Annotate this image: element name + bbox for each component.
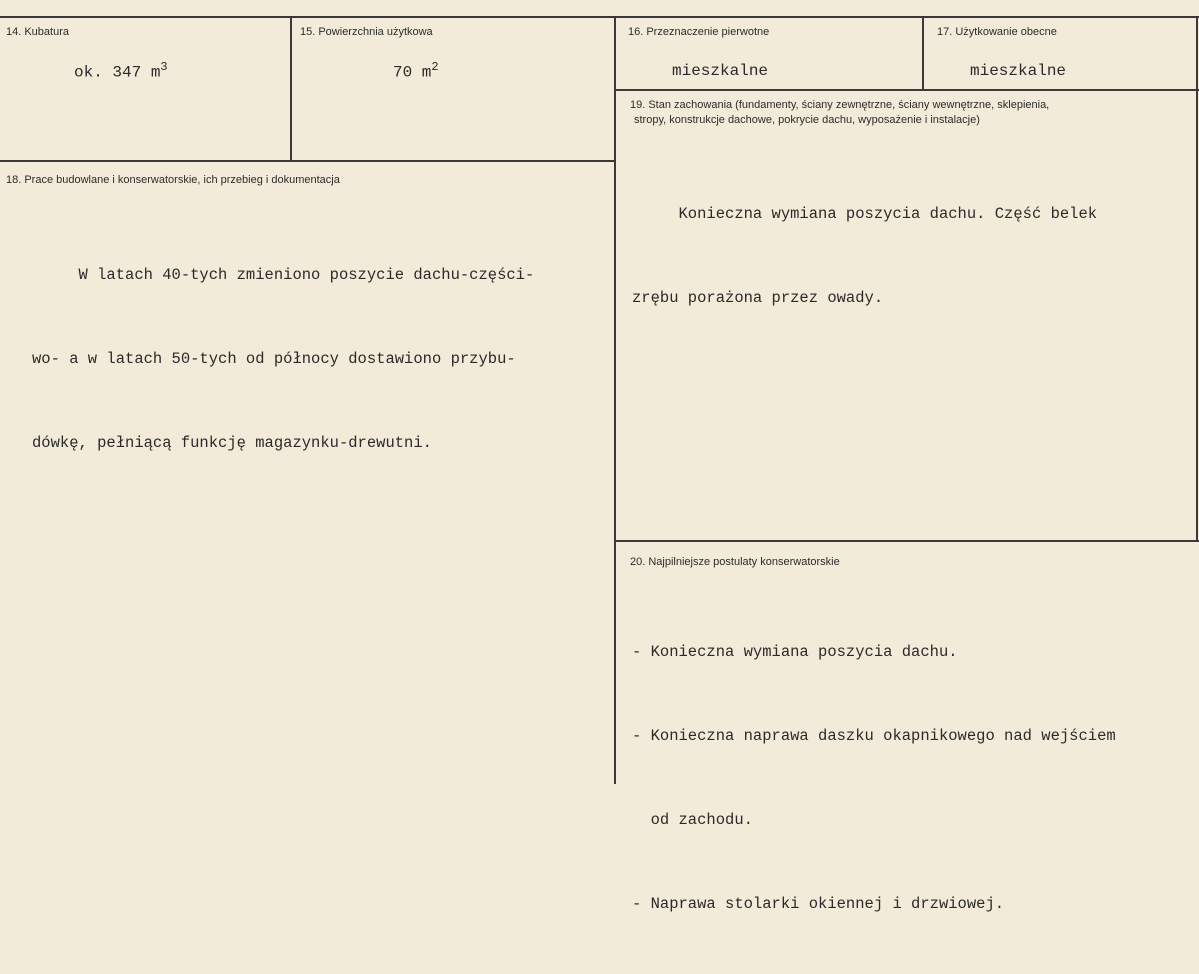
- postulaty-line: od zachodu.: [632, 811, 753, 829]
- prace-line: W latach 40-tych zmieniono poszycie dachu-części-: [32, 266, 535, 284]
- divider-main: [614, 16, 616, 784]
- prace-label: 18. Prace budowlane i konserwatorskie, ich przebieg i dokumentacja: [6, 174, 340, 186]
- kubatura-value: ok. 347 $m^3$: [74, 60, 168, 82]
- prace-line: wo- a w latach 50-tych od północy dostawiono przybu-: [32, 350, 516, 368]
- postulaty-line: - Konieczna wymiana poszycia dachu.: [632, 643, 958, 661]
- uzytkowanie-value: mieszkalne: [970, 62, 1067, 80]
- stan-text: [632, 144, 1097, 368]
- stan-line: Konieczna wymiana poszycia dachu. Część belek: [632, 205, 1098, 223]
- postulaty-line: - Naprawa stolarki okiennej i drzwiowej.: [632, 895, 1005, 913]
- stan-label-line: stropy, konstrukcje dachowe, pokrycie dachu, wyposażenie i instalacje): [634, 114, 980, 126]
- powierzchnia-label: 15. Powierzchnia użytkowa: [300, 26, 433, 38]
- przeznaczenie-value: mieszkalne: [672, 62, 769, 80]
- postulaty-text: [632, 582, 1116, 974]
- stan-label: [630, 98, 1049, 128]
- stan-label-line: 19. Stan zachowania (fundamenty, ściany zewnętrzne, ściany wewnętrzne, sklepienia,: [630, 99, 1050, 111]
- stan-line: zrębu porażona przez owady.: [632, 289, 884, 307]
- prace-text: [32, 205, 534, 513]
- divider-20: [616, 540, 1199, 542]
- prace-line: dówkę, pełniącą funkcję magazynku-drewutni.: [32, 434, 432, 452]
- uzytkowanie-label: 17. Użytkowanie obecne: [937, 26, 1057, 38]
- divider-16-17-v: [922, 16, 924, 90]
- powierzchnia-value: 70 $m^2$: [393, 60, 439, 82]
- divider-16-17: [616, 89, 1199, 91]
- divider-18: [0, 160, 616, 162]
- right-border: [1196, 16, 1198, 541]
- divider-14-15: [290, 16, 292, 161]
- postulaty-label: 20. Najpilniejsze postulaty konserwatorskie: [630, 556, 840, 568]
- kubatura-label: 14. Kubatura: [6, 26, 69, 38]
- top-border: [0, 16, 1199, 18]
- przeznaczenie-label: 16. Przeznaczenie pierwotne: [628, 26, 770, 38]
- postulaty-line: - Konieczna naprawa daszku okapnikowego nad wejściem: [632, 727, 1116, 745]
